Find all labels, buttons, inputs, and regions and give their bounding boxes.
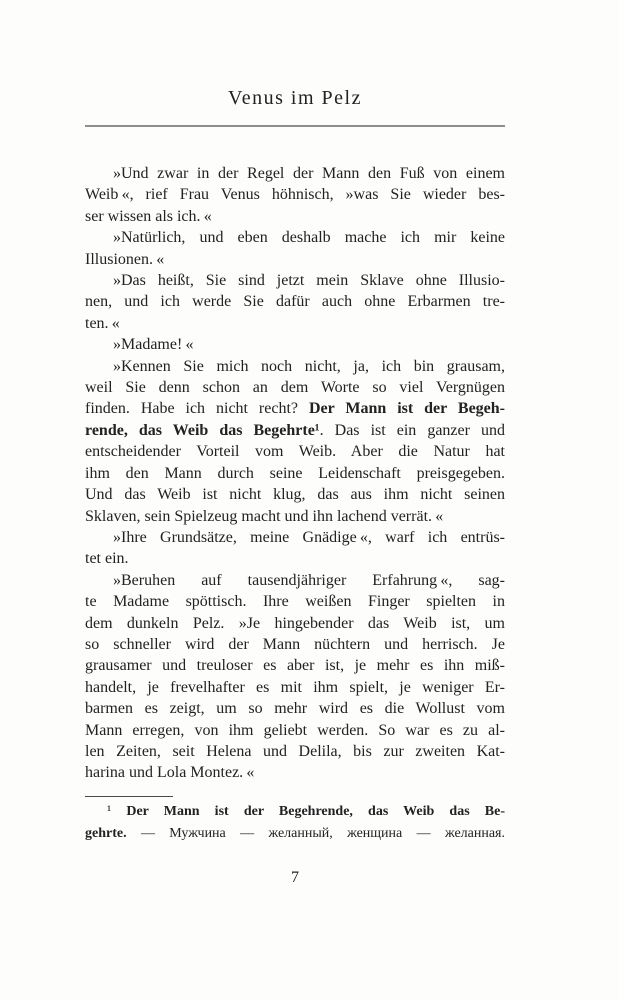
- text-line: [85, 720, 505, 741]
- text-line: [85, 163, 505, 184]
- text-segment: »Das heißt, Sie sind jetzt mein Sklave ohne Illusio-: [113, 272, 505, 290]
- page-number: 7: [291, 869, 299, 886]
- body-text: [85, 163, 505, 784]
- header-rule: [85, 125, 505, 127]
- text-segment-bold: gehrte.: [85, 826, 127, 841]
- text-line: [85, 356, 505, 377]
- text-segment: te Madame spöttisch. Ihre weißen Finger spielten in: [85, 593, 505, 611]
- text-line: [85, 570, 505, 591]
- text-segment: Sklaven, sein Spielzeug macht und ihn lachend verrät. «: [85, 507, 444, 525]
- text-segment-bold: Der Mann ist der Begeh-: [308, 400, 506, 418]
- text-line: [85, 613, 505, 634]
- text-segment: harina und Lola Montez. «: [85, 764, 255, 782]
- text-segment: — Мужчина — желанный, женщина — желанная.: [126, 826, 505, 841]
- text-segment: dem dunkeln Pelz. »Je hingebender das Weib ist, um: [85, 614, 505, 632]
- text-line: [85, 313, 505, 334]
- text-line: [85, 227, 505, 248]
- text-segment: »Madame! «: [113, 336, 194, 354]
- text-line: [85, 463, 505, 484]
- text-line: [85, 206, 505, 227]
- chapter-title: Venus im Pelz: [228, 87, 362, 109]
- text-line: [85, 527, 505, 548]
- text-segment: »Kennen Sie mich noch nicht, ja, ich bin grausam,: [113, 357, 505, 375]
- text-segment: »Ihre Grundsätze, meine Gnädige «, warf ich entrüs-: [113, 528, 505, 546]
- text-line: [85, 698, 505, 719]
- text-line: [85, 823, 505, 845]
- text-segment: grausamer und treuloser es aber ist, je mehr es ihn miß-: [85, 657, 505, 675]
- text-line: [85, 655, 505, 676]
- text-segment: entscheidender Vorteil vom Weib. Aber die Natur hat: [85, 443, 505, 461]
- footnote-text: [85, 801, 505, 845]
- text-line: [85, 484, 505, 505]
- text-segment-bold: Der Mann ist der Begehrende, das Weib das Be-: [126, 804, 506, 819]
- text-segment: weil Sie denn schon an dem Worte so viel Vergnügen: [85, 379, 505, 397]
- text-line: [85, 591, 505, 612]
- text-line: [85, 801, 505, 823]
- text-line: [85, 506, 505, 527]
- text-segment: handelt, je frevelhafter es mit ihm spielt, je weniger Er-: [85, 678, 505, 696]
- text-line: [85, 677, 505, 698]
- text-line: [85, 184, 505, 205]
- text-line: [85, 741, 505, 762]
- text-line: [85, 762, 505, 783]
- text-segment: tet ein.: [85, 550, 129, 568]
- text-segment: »Beruhen auf tausendjähriger Erfahrung «, sag-: [113, 571, 505, 589]
- text-segment: »Natürlich, und eben deshalb mache ich mir keine: [113, 229, 505, 247]
- text-segment: finden. Habe ich nicht recht?: [85, 400, 309, 418]
- text-segment: barmen es zeigt, um so mehr wird es die Wollust vom: [85, 700, 505, 718]
- text-segment: ten. «: [85, 314, 120, 332]
- text-segment: Weib «, rief Frau Venus höhnisch, »was Sie wieder bes-: [85, 186, 505, 204]
- text-line: [85, 548, 505, 569]
- text-segment: ser wissen als ich. «: [85, 207, 212, 225]
- text-line: [85, 634, 505, 655]
- text-line: [85, 441, 505, 462]
- text-segment: so schneller wird der Mann nüchtern und herrisch. Je: [85, 635, 505, 653]
- text-segment: Illusionen. «: [85, 250, 165, 268]
- text-segment: len Zeiten, seit Helena und Delila, bis zur zweiten Kat-: [85, 742, 505, 760]
- text-line: [85, 334, 505, 355]
- text-segment: »Und zwar in der Regel der Mann den Fuß von einem: [113, 165, 505, 182]
- text-segment: Mann erregen, von ihm geliebt werden. So war es zu al-: [85, 721, 505, 739]
- text-line: [85, 420, 505, 441]
- text-line: [85, 291, 505, 312]
- text-segment: nen, und ich werde Sie dafür auch ohne Erbarmen tre-: [85, 293, 505, 311]
- text-segment: Und das Weib ist nicht klug, das aus ihm nicht seinen: [85, 486, 505, 504]
- text-line: [85, 270, 505, 291]
- text-segment: ihm den Mann durch seine Leidenschaft preisgegeben.: [85, 464, 505, 482]
- text-segment: ¹: [107, 804, 127, 819]
- text-line: [85, 398, 505, 419]
- text-line: [85, 249, 505, 270]
- text-segment-bold: rende, das Weib das Begehrte¹: [85, 421, 320, 439]
- text-line: [85, 377, 505, 398]
- footnote-rule: [85, 796, 173, 797]
- text-segment: . Das ist ein ganzer und: [319, 421, 505, 439]
